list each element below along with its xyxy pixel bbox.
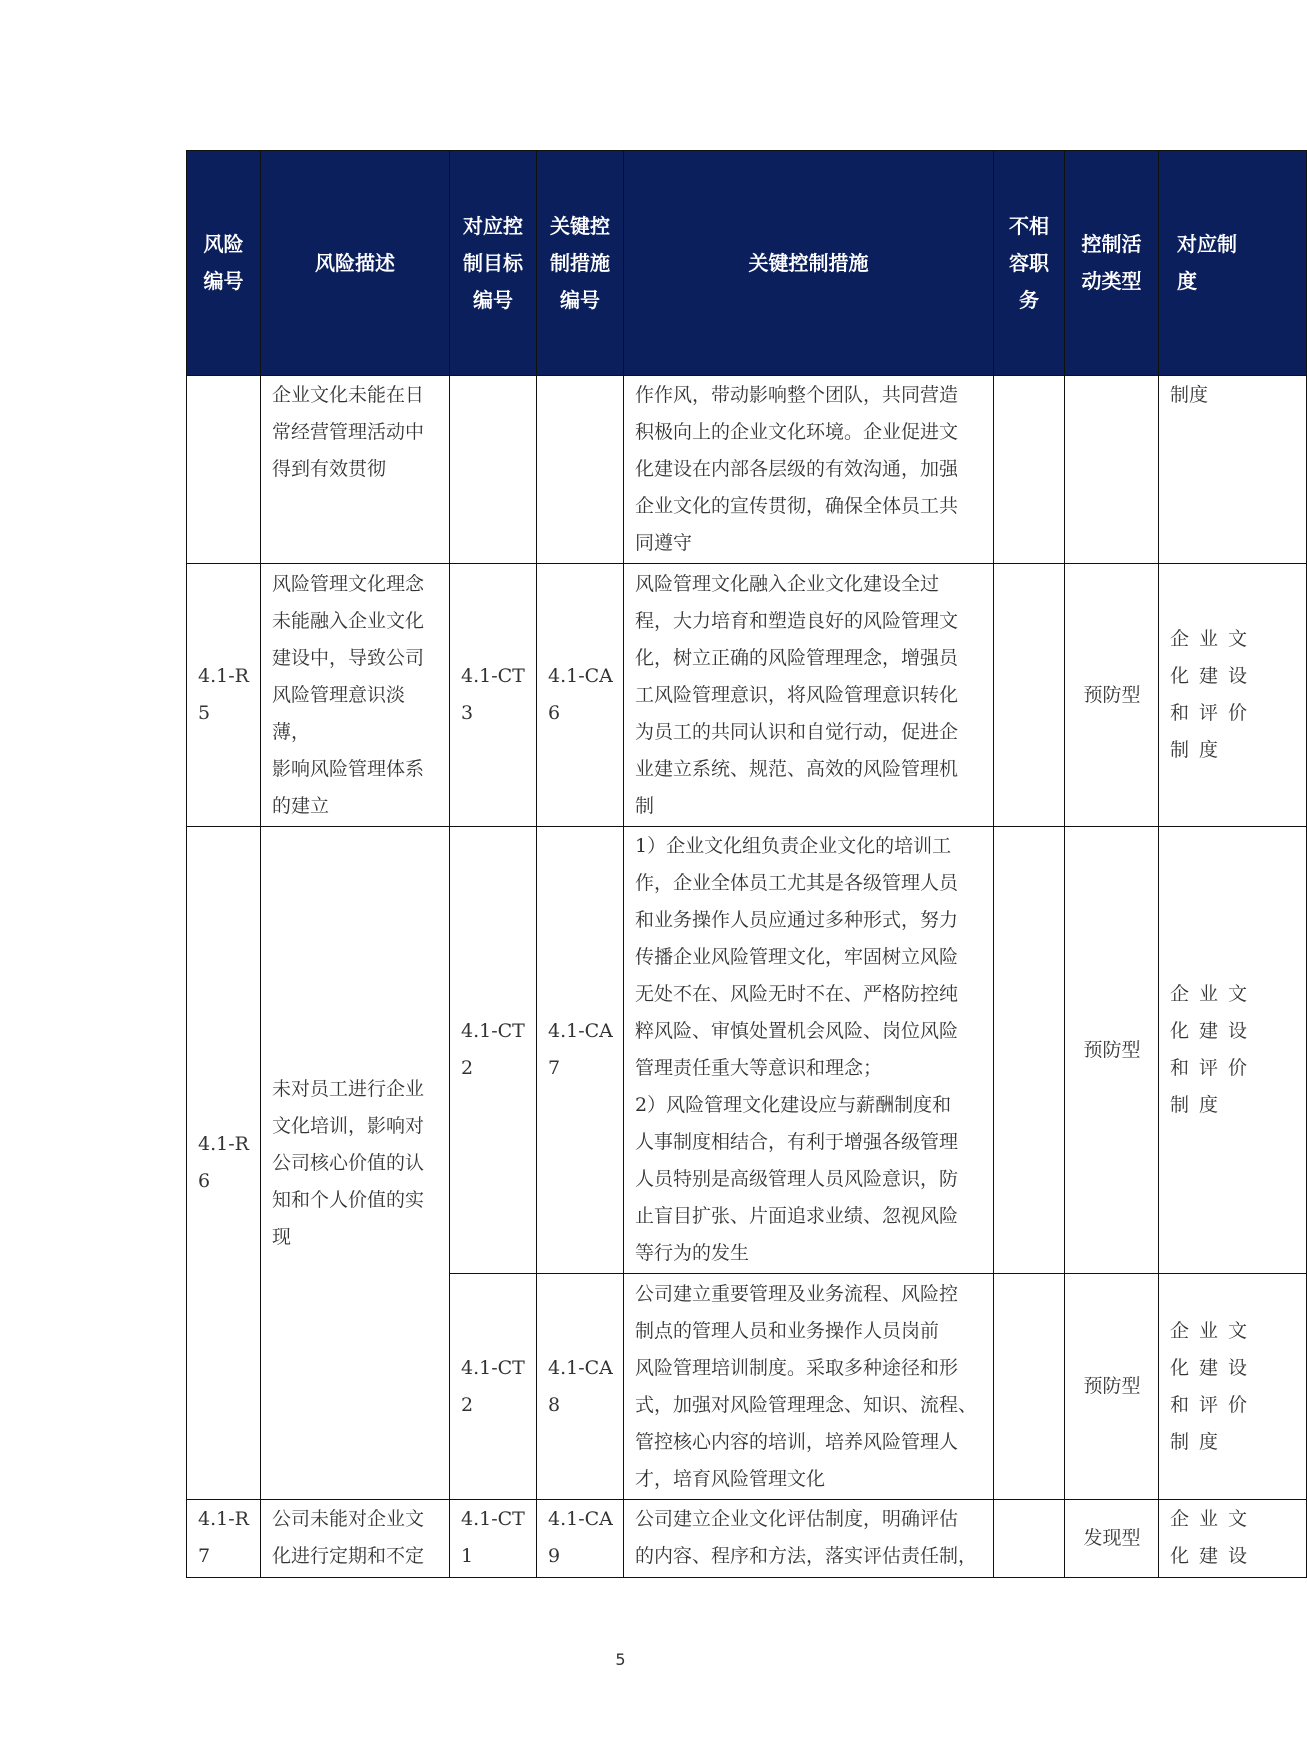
activity-type-cell: 预防型 [1065, 827, 1159, 1274]
control-measure-cell: 公司建立重要管理及业务流程、风险控 制点的管理人员和业务操作人员岗前 风险管理培训制度。采取多种途径和形 式，加强对风险管理理念、知识、流程、 管控核心内容的培训，培养风险管理人 才，培育风险管理文化 [624, 1274, 994, 1500]
header-risk-description: 风险描述 [261, 151, 450, 376]
incompatible-duties-cell [994, 564, 1065, 827]
risk-control-table [186, 150, 1307, 1578]
related-system-cell: 企业文 化建设 [1159, 1500, 1307, 1578]
table-row [187, 1500, 1307, 1578]
measure-id-cell: 4.1-CA 6 [537, 564, 624, 827]
risk-id-cell: 4.1-R 7 [187, 1500, 261, 1578]
measure-id-cell: 4.1-CA 7 [537, 827, 624, 1274]
objective-id-cell: 4.1-CT 2 [450, 827, 537, 1274]
risk-description-cell: 公司未能对企业文 化进行定期和不定 [261, 1500, 450, 1578]
risk-id-cell [187, 376, 261, 564]
related-system-cell: 制度 [1159, 376, 1307, 564]
header-related-system: 对应制 度 [1159, 151, 1307, 376]
header-risk-id: 风险 编号 [187, 151, 261, 376]
measure-id-cell: 4.1-CA 8 [537, 1274, 624, 1500]
table-row [187, 376, 1307, 564]
risk-id-cell: 4.1-R 5 [187, 564, 261, 827]
risk-description-cell: 企业文化未能在日 常经营管理活动中 得到有效贯彻 [261, 376, 450, 564]
incompatible-duties-cell [994, 827, 1065, 1274]
control-measure-cell: 公司建立企业文化评估制度，明确评估 的内容、程序和方法，落实评估责任制， [624, 1500, 994, 1578]
incompatible-duties-cell [994, 1500, 1065, 1578]
activity-type-cell: 预防型 [1065, 564, 1159, 827]
incompatible-duties-cell [994, 376, 1065, 564]
related-system-cell: 企业文 化建设 和评价 制度 [1159, 564, 1307, 827]
risk-description-cell: 未对员工进行企业 文化培训，影响对 公司核心价值的认 知和个人价值的实 现 [261, 827, 450, 1500]
table-row [187, 827, 1307, 1274]
control-measure-cell: 1）企业文化组负责企业文化的培训工 作，企业全体员工尤其是各级管理人员 和业务操作人员应通过多种形式，努力 传播企业风险管理文化，牢固树立风险 无处不在、风险无时不在、严格防控纯 粹风险、审慎处置机会风险、岗位风险 管理责任重大等意识和理念； 2）风险管理文化建设应与薪酬制度和 人事制度相结合，有利于增强各级管理 人员特别是高级管理人员风险意识，防 止盲目扩张、片面追求业绩、忽视风险 等行为的发生 [624, 827, 994, 1274]
page-number: 5 [615, 1650, 626, 1669]
objective-id-cell [450, 376, 537, 564]
control-measure-cell: 风险管理文化融入企业文化建设全过 程，大力培育和塑造良好的风险管理文 化，树立正确的风险管理理念，增强员 工风险管理意识，将风险管理意识转化 为员工的共同认识和自觉行动，促进企 业建立系统、规范、高效的风险管理机 制 [624, 564, 994, 827]
risk-id-cell: 4.1-R 6 [187, 827, 261, 1500]
incompatible-duties-cell [994, 1274, 1065, 1500]
activity-type-cell [1065, 376, 1159, 564]
header-control-measure: 关键控制措施 [624, 151, 994, 376]
related-system-cell: 企业文 化建设 和评价 制度 [1159, 1274, 1307, 1500]
control-measure-cell: 作作风，带动影响整个团队，共同营造 积极向上的企业文化环境。企业促进文 化建设在内部各层级的有效沟通，加强 企业文化的宣传贯彻，确保全体员工共 同遵守 [624, 376, 994, 564]
risk-description-cell: 风险管理文化理念 未能融入企业文化 建设中，导致公司 风险管理意识淡薄， 影响风险管理体系 的建立 [261, 564, 450, 827]
measure-id-cell [537, 376, 624, 564]
objective-id-cell: 4.1-CT 1 [450, 1500, 537, 1578]
activity-type-cell: 发现型 [1065, 1500, 1159, 1578]
header-activity-type: 控制活 动类型 [1065, 151, 1159, 376]
header-incompatible-duties: 不相 容职 务 [994, 151, 1065, 376]
measure-id-cell: 4.1-CA 9 [537, 1500, 624, 1578]
table-header-row [187, 151, 1307, 376]
header-objective-id: 对应控 制目标 编号 [450, 151, 537, 376]
objective-id-cell: 4.1-CT 2 [450, 1274, 537, 1500]
table-row [187, 564, 1307, 827]
related-system-cell: 企业文 化建设 和评价 制度 [1159, 827, 1307, 1274]
activity-type-cell: 预防型 [1065, 1274, 1159, 1500]
objective-id-cell: 4.1-CT 3 [450, 564, 537, 827]
header-measure-id: 关键控 制措施 编号 [537, 151, 624, 376]
